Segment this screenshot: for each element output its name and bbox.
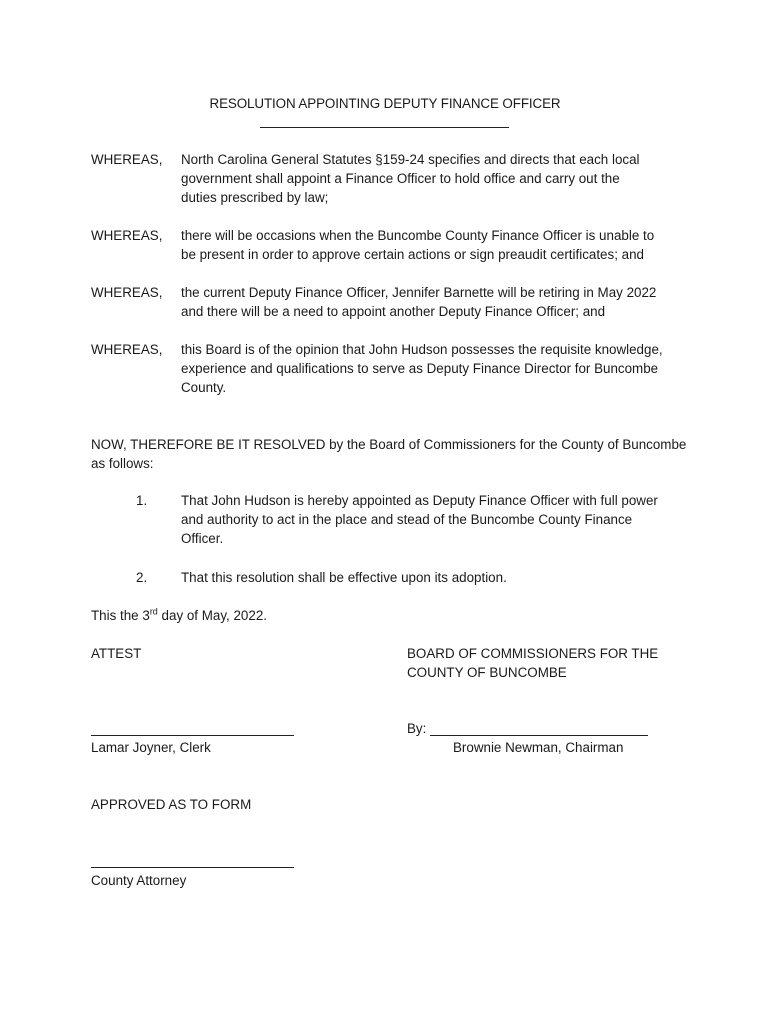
whereas-text-2 (181, 226, 686, 264)
whereas-4-line-2: experience and qualifications to serve as Deputy Finance Director for Buncombe (181, 361, 659, 376)
whereas-label-4: WHEREAS, (91, 342, 163, 357)
whereas-text-1 (181, 150, 686, 207)
date-suffix: day of May, 2022. (157, 608, 267, 623)
whereas-text-4 (181, 340, 686, 397)
county-attorney-label: County Attorney (91, 873, 187, 888)
title-underline (260, 127, 509, 128)
whereas-1-line-2: government shall appoint a Finance Officer to hold office and carry out the (181, 171, 620, 186)
resolved-paragraph (91, 435, 691, 473)
approved-as-to-form: APPROVED AS TO FORM (91, 797, 252, 812)
resolved-line-1: NOW, THEREFORE BE IT RESOLVED by the Board of Commissioners for the County of Buncombe (91, 437, 687, 452)
page-title: RESOLUTION APPOINTING DEPUTY FINANCE OFFICER (209, 96, 561, 111)
item-2-line-1: That this resolution shall be effective upon its adoption. (181, 570, 507, 585)
whereas-label-2: WHEREAS, (91, 228, 163, 243)
date-prefix: This the 3 (91, 608, 150, 623)
whereas-3-line-1: the current Deputy Finance Officer, Jennifer Barnette will be retiring in May 2022 (181, 285, 657, 300)
clerk-name: Lamar Joyner, Clerk (91, 740, 211, 755)
by-label: By: (407, 721, 427, 736)
item-number-1: 1. (136, 493, 148, 508)
attorney-signature-line (91, 867, 294, 868)
board-line-2: COUNTY OF BUNCOMBE (407, 665, 567, 680)
whereas-4-line-3: County. (181, 380, 227, 395)
board-line-1: BOARD OF COMMISSIONERS FOR THE (407, 646, 659, 661)
whereas-1-line-3: duties prescribed by law; (181, 190, 329, 205)
resolved-line-2: as follows: (91, 456, 154, 471)
clerk-signature-line (91, 735, 294, 736)
whereas-text-3 (181, 283, 686, 321)
whereas-label-1: WHEREAS, (91, 152, 163, 167)
whereas-2-line-1: there will be occasions when the Buncombe County Finance Officer is unable to (181, 228, 655, 243)
whereas-1-line-1: North Carolina General Statutes §159-24 specifies and directs that each local (181, 152, 640, 167)
item-text-1 (181, 491, 686, 548)
whereas-3-line-2: and there will be a need to appoint another Deputy Finance Officer; and (181, 304, 606, 319)
date-ordinal: rd (149, 606, 158, 617)
item-number-2: 2. (136, 570, 148, 585)
whereas-4-line-1: this Board is of the opinion that John Hudson possesses the requisite knowledge, (181, 342, 663, 357)
item-1-line-3: Officer. (181, 531, 224, 546)
date-line (91, 606, 267, 625)
board-heading (407, 644, 707, 682)
attest-label: ATTEST (91, 646, 142, 661)
item-1-line-2: and authority to act in the place and stead of the Buncombe County Finance (181, 512, 633, 527)
chairman-signature-line (430, 735, 648, 736)
whereas-label-3: WHEREAS, (91, 285, 163, 300)
chairman-name: Brownie Newman, Chairman (453, 740, 624, 755)
item-1-line-1: That John Hudson is hereby appointed as Deputy Finance Officer with full power (181, 493, 658, 508)
whereas-2-line-2: be present in order to approve certain actions or sign preaudit certificates; and (181, 247, 644, 262)
item-text-2 (181, 568, 686, 587)
